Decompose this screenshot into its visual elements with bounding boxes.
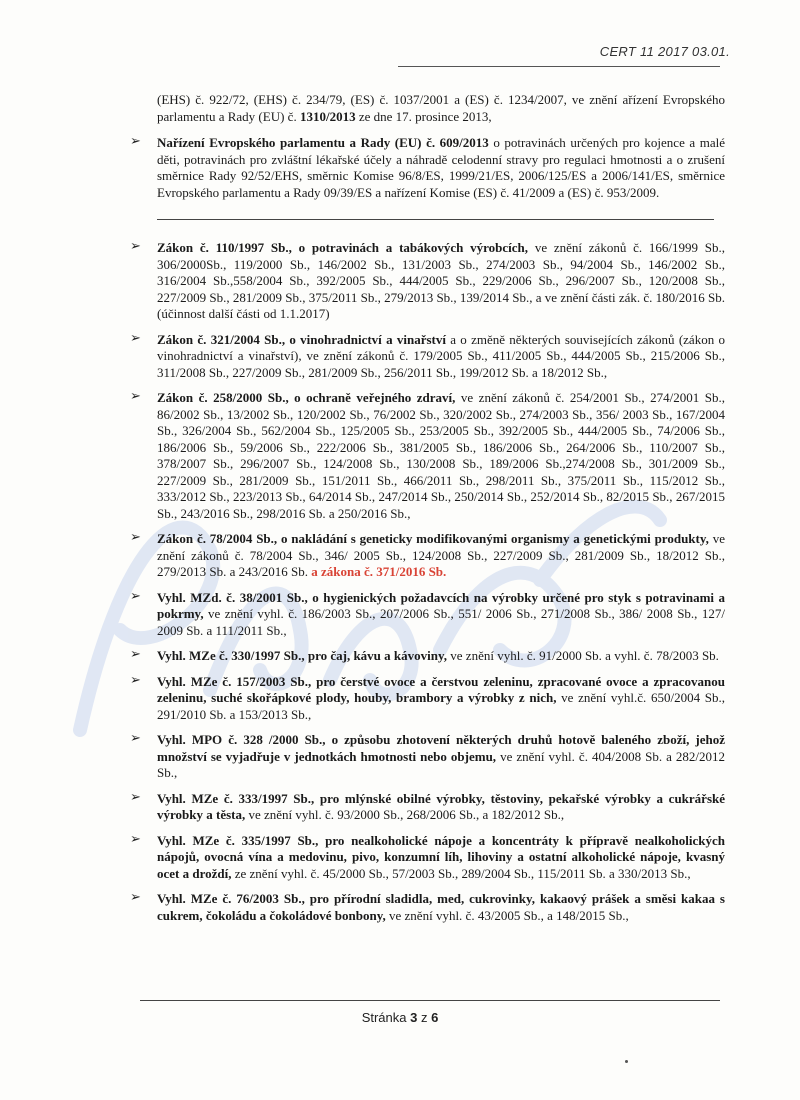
document-code: CERT 11 2017 03.01. [599, 44, 730, 59]
page-number: 3 [410, 1010, 418, 1025]
section-divider [157, 219, 714, 220]
page-footer [0, 1010, 800, 1025]
item-title: Vyhl. MZe č. 157/2003 Sb., pro čerstvé ovoce a čerstvou zeleninu, zpracované ovoce a zpracovanou zeleninu, suché skořápkové plody, houby, brambory a výrobky z nich, [157, 673, 725, 705]
header-rule [398, 66, 720, 67]
list-item [130, 531, 725, 581]
item-text: ze znění vyhl. č. 45/2000 Sb., 57/2003 Sb., 289/2004 Sb., 115/2011 Sb. a 330/2013 Sb., [231, 865, 691, 881]
item-title: Zákon č. 258/2000 Sb., o ochraně veřejného zdraví, [157, 390, 456, 405]
item-title: Zákon č. 321/2004 Sb., o vinohradnictví a vinařství [157, 331, 446, 347]
item-text: ve znění zákonů č. 254/2001 Sb., 274/2001 Sb., 86/2002 Sb., 13/2002 Sb., 120/2002 Sb., 76/2002 Sb., 320/2002 Sb., 274/2003 Sb., 356/ 2003 Sb., 167/2004 Sb., 326/2004 Sb., 562/2004 Sb., 125/2005 Sb., 253/2005 Sb., 392/2005 Sb., 444/2005 Sb., 74/2006 Sb., 186/2006 Sb., 59/2006 Sb., 222/2006 Sb., 381/2005 Sb., 186/2006 Sb., 264/2006 Sb., 110/2007 Sb., 378/2007 Sb., 296/2007 Sb., 124/2008 Sb., 130/2008 Sb., 189/2006 Sb.,274/2008 Sb., 301/2009 Sb., 227/2009 Sb., 281/2009 Sb., 151/2011 Sb., 466/2011 Sb., 298/2011 Sb., 375/2011 Sb., 115/2012 Sb., 333/2012 Sb., 223/2013 Sb., 64/2014 Sb., 247/2014 Sb., 250/2014 Sb., 252/2014 Sb., 82/2015 Sb., 267/2015 Sb., 243/2016 Sb., 298/2016 Sb. a 250/2016 Sb., [157, 390, 725, 521]
item-text: ve znění zákonů č. 78/2004 Sb., 346/ 2005 Sb., 124/2008 Sb., 227/2009 Sb., 281/2009 Sb., 18/2012 Sb., 279/2013 Sb. a 243/2016 Sb. [157, 531, 725, 579]
item-title: Nařízení Evropského parlamentu a Rady (EU) č. 609/2013 [157, 135, 489, 150]
arrow-bullet-icon: ➢ [130, 134, 141, 149]
list-item [130, 648, 725, 665]
item-text: ve znění vyhl. č. 404/2008 Sb. a 282/2012 Sb., [157, 748, 725, 780]
item-text: a o změně některých souvisejících zákonů (zákon o vinohradnictví a vinařství), ve znění zákonů č. 179/2005 Sb., 411/2005 Sb., 444/2005 Sb., 215/2006 Sb., 311/2008 Sb., 227/2009 Sb., 281/2009 Sb., 256/2011 Sb., 199/2012 Sb. a 18/2012 Sb., [157, 331, 725, 380]
arrow-bullet-icon: ➢ [130, 831, 141, 847]
intro-tail: ze dne 17. prosince 2013, [355, 108, 492, 124]
arrow-bullet-icon: ➢ [130, 389, 141, 404]
intro-text: (EHS) č. 922/72, (EHS) č. 234/79, (ES) č. 1037/2001 a (ES) č. 1234/2007, ve znění ařízení Evropského parlamentu a Rady (EU) č. [157, 92, 725, 124]
page-sep: z [417, 1010, 432, 1025]
item-text: ve znění vyhl.č. 650/2004 Sb., 291/2010 Sb. a 153/2013 Sb., [157, 690, 725, 722]
item-title: Vyhl. MZd. č. 38/2001 Sb., o hygienických požadavcích na výrobky určené pro styk s potravinami a pokrmy, [157, 589, 725, 621]
arrow-bullet-icon: ➢ [130, 647, 141, 662]
item-title: Vyhl. MZe č. 330/1997 Sb., pro čaj, kávu a kávoviny, [157, 648, 448, 663]
item-text: ve znění zákonů č. 166/1999 Sb., 306/2000Sb., 119/2000 Sb., 146/2002 Sb., 131/2003 Sb., 274/2003 Sb., 94/2004 Sb., 146/2002 Sb., 316/2004 Sb.,558/2004 Sb., 392/2005 Sb., 444/2005 Sb., 229/2006 Sb., 296/2007 Sb., 120/2008 Sb., 227/2009 Sb., 281/2009 Sb., 375/2011 Sb., 279/2013 Sb., 139/2014 Sb., a ve znění části zák. č. 180/2016 Sb. (účinnost další části od 1.1.2017) [157, 240, 725, 321]
intro-bold: 1310/2013 [299, 108, 356, 124]
item-title: Zákon č. 110/1997 Sb., o potravinách a tabákových výrobcích, [157, 240, 529, 255]
list-item [130, 732, 725, 782]
page-label: Stránka [361, 1010, 411, 1025]
arrow-bullet-icon: ➢ [130, 731, 141, 746]
intro-paragraph [157, 92, 725, 125]
item-text: ve znění vyhl. č. 91/2000 Sb. a vyhl. č. 78/2003 Sb. [447, 648, 719, 663]
list-item [130, 332, 725, 382]
list-item [130, 674, 725, 724]
arrow-bullet-icon: ➢ [130, 890, 141, 905]
arrow-bullet-icon: ➢ [130, 789, 141, 805]
arrow-bullet-icon: ➢ [130, 239, 141, 254]
footer-rule [140, 1000, 720, 1001]
item-text: o potravinách určených pro kojence a malé děti, potravinách pro zvláštní lékařské účely a náhradě celodenní stravy pro regulaci hmotnosti a o zrušení směrnice Rady 92/52/EHS, směrnic Komise 96/8/ES, 1999/21/ES, 2006/125/ES a 2006/141/ES, směrnice Evropského parlamentu a Rady 09/39/ES a nařízení Komise (ES) č. 41/2009 a (ES) č. 953/2009. [157, 135, 725, 200]
item-highlight: a zákona č. 371/2016 Sb. [311, 564, 447, 579]
item-title: Vyhl. MZe č. 333/1997 Sb., pro mlýnské obilné výrobky, těstoviny, pekařské výrobky a cukrářské výrobky a těsta, [157, 790, 725, 822]
arrow-bullet-icon: ➢ [130, 672, 141, 688]
scan-speck [625, 1060, 628, 1063]
list-item [130, 390, 725, 522]
arrow-bullet-icon: ➢ [130, 530, 141, 545]
page-total: 6 [431, 1010, 439, 1025]
arrow-bullet-icon: ➢ [130, 330, 141, 346]
item-title: Vyhl. MZe č. 76/2003 Sb., pro přírodní sladidla, med, cukrovinky, kakaový prášek a směsi kakaa s cukrem, čokoládu a čokoládové bonbony, [157, 891, 725, 923]
item-text: ve znění vyhl. č. 93/2000 Sb., 268/2006 Sb., a 182/2012 Sb., [245, 807, 565, 822]
item-title: Zákon č. 78/2004 Sb., o nakládání s geneticky modifikovanými organismy a genetickými produkty, [157, 531, 709, 546]
list-item [130, 590, 725, 640]
item-text: ve znění vyhl. č. 43/2005 Sb., a 148/2015 Sb., [385, 907, 629, 923]
list-item [130, 135, 725, 201]
list-item [130, 791, 725, 824]
item-text: ve znění vyhl. č. 186/2003 Sb., 207/2006 Sb., 551/ 2006 Sb., 271/2008 Sb., 386/ 2008 Sb., 127/ 2009 Sb. a 111/2011 Sb., [157, 606, 725, 638]
legislation-list [130, 92, 725, 933]
list-item [130, 240, 725, 323]
list-item [130, 891, 725, 924]
arrow-bullet-icon: ➢ [130, 588, 141, 604]
item-title: Vyhl. MZe č. 335/1997 Sb., pro nealkoholické nápoje a koncentráty k přípravě nealkoholických nápojů, ovocná vína a medovinu, pivo, konzumní líh, lihoviny a ostatní alkoholické nápoje, kvasný ocet a droždí, [157, 832, 725, 881]
list-item [130, 833, 725, 883]
item-title: Vyhl. MPO č. 328 /2000 Sb., o způsobu zhotovení některých druhů hotově baleného zboží, jehož množství se vyjadřuje v jednotkách hmotnosti nebo objemu, [157, 732, 725, 764]
